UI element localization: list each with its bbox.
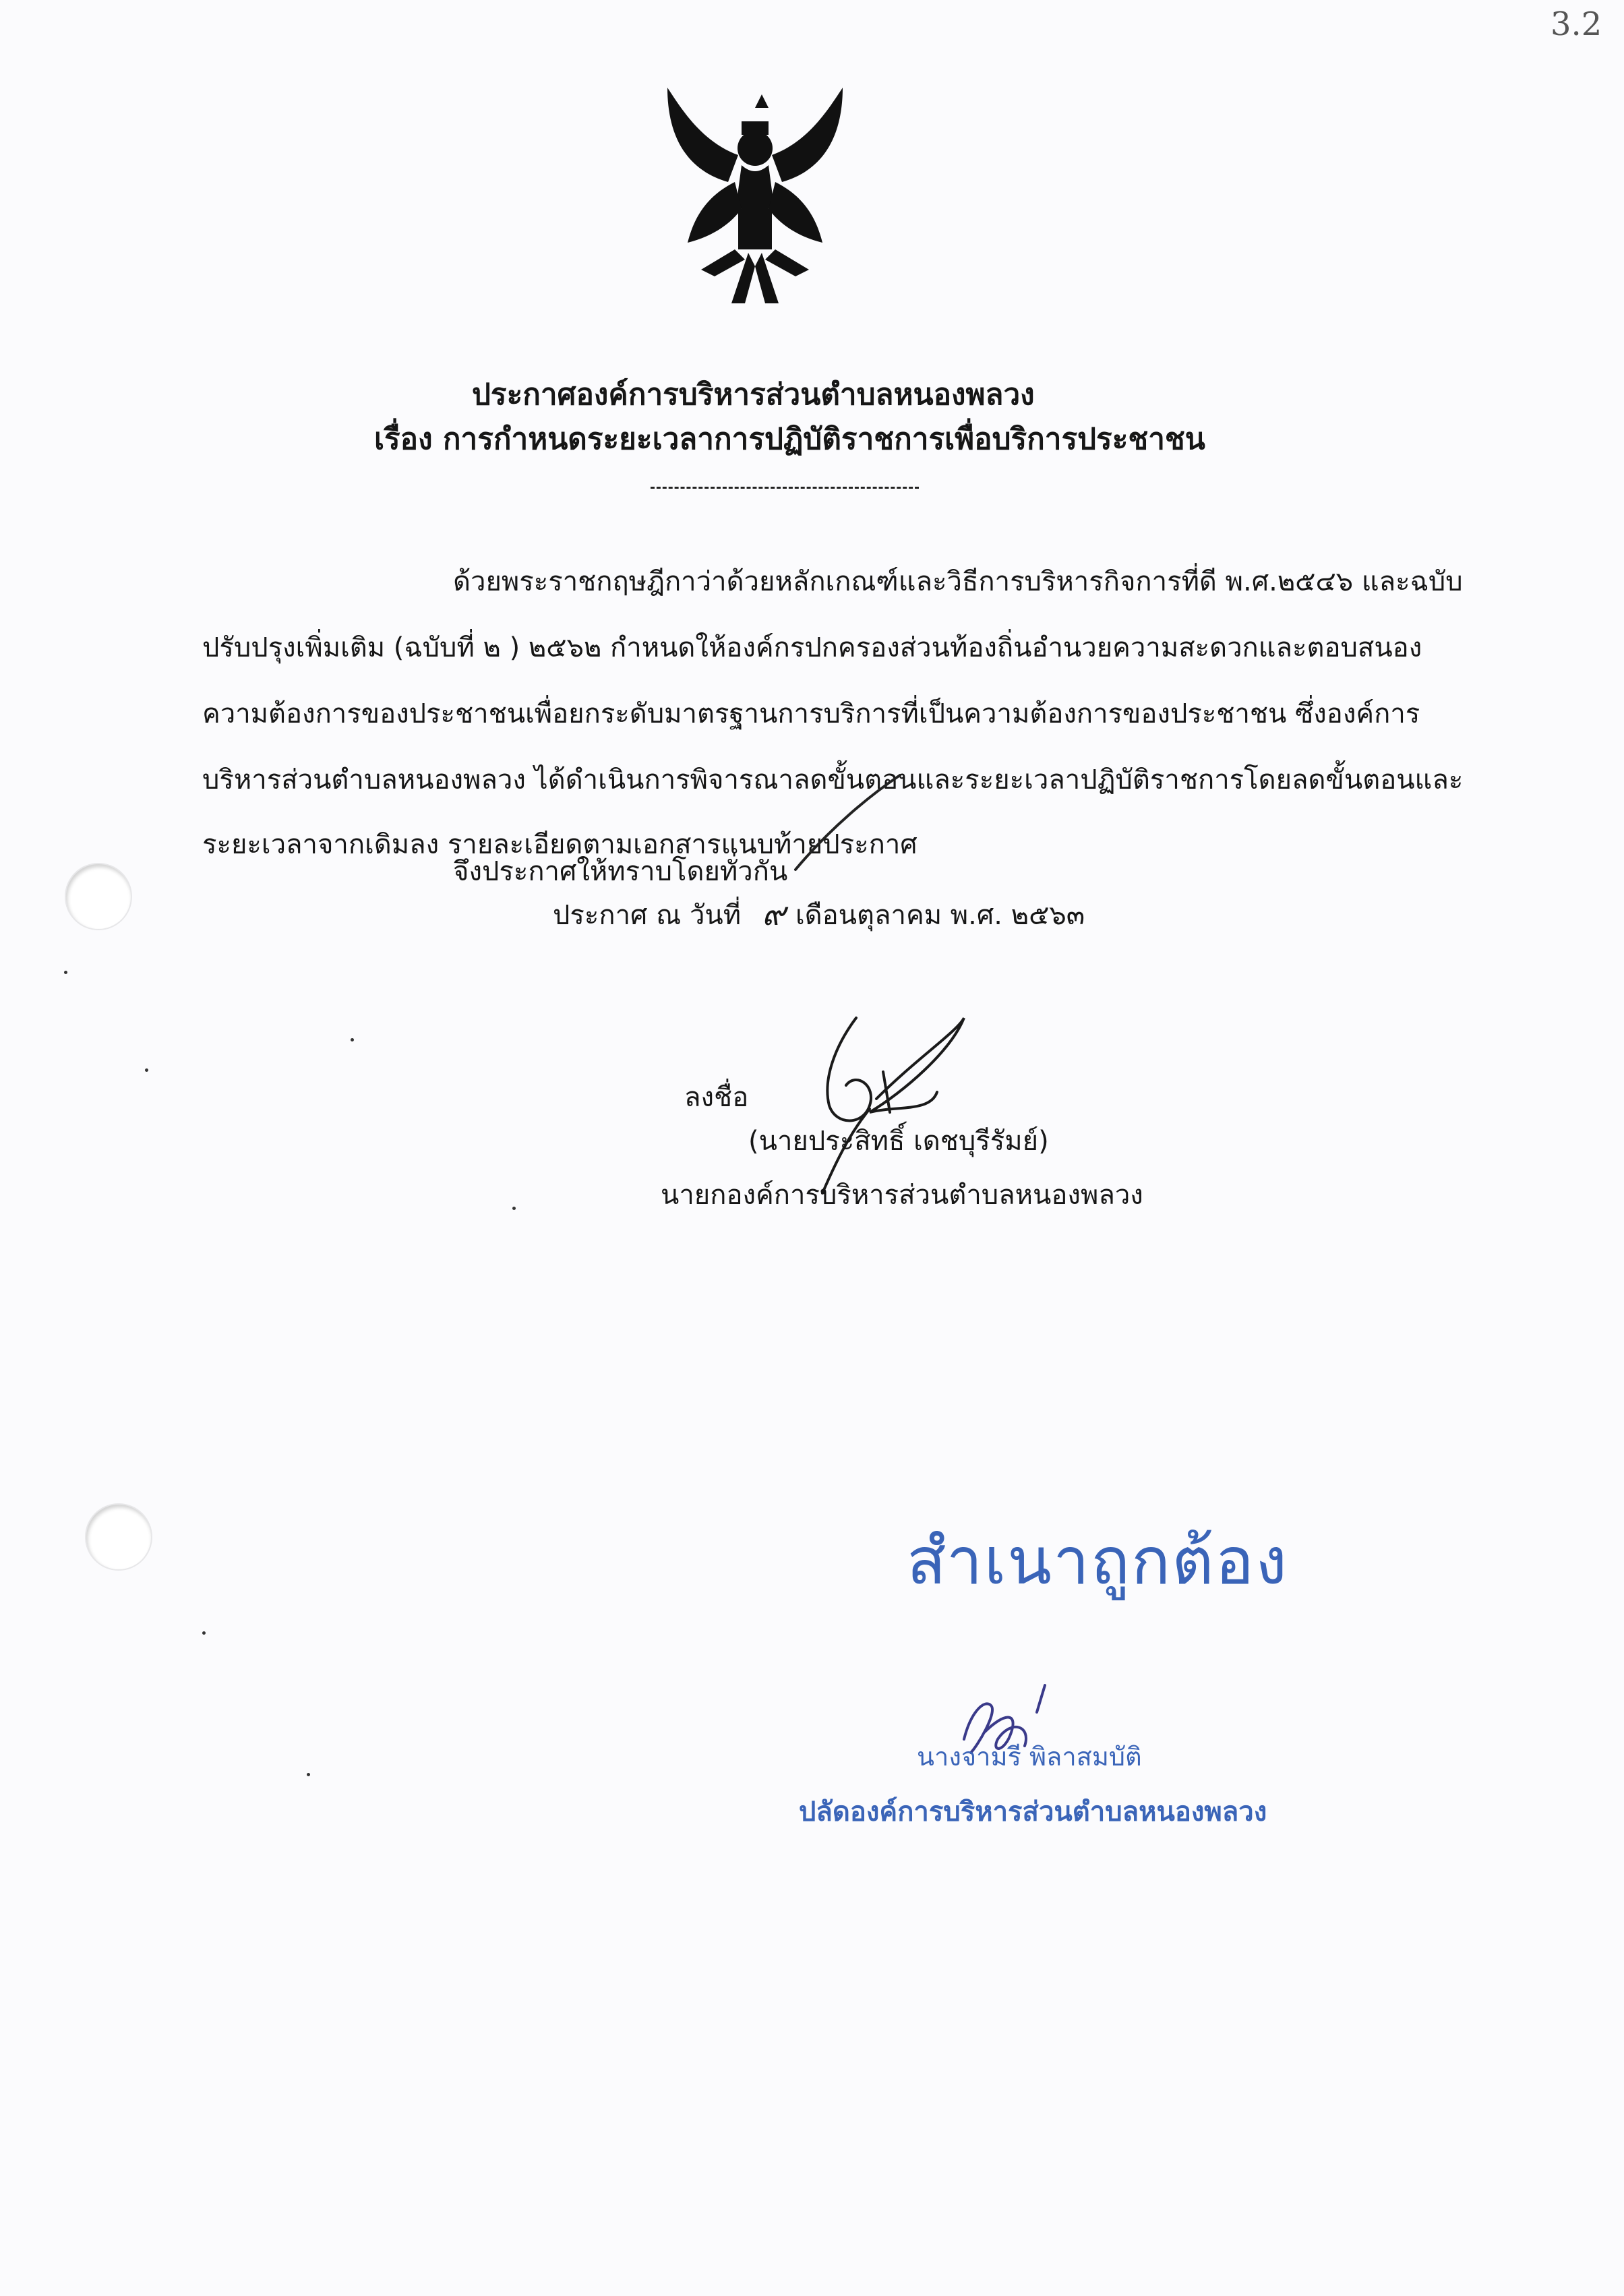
speck xyxy=(512,1207,516,1210)
certifier-name: นางจามรี พิลาสมบัติ xyxy=(917,1742,1142,1772)
certifier-position: ปลัดองค์การบริหารส่วนตำบลหนองพลวง xyxy=(799,1796,1267,1827)
speck xyxy=(307,1773,310,1776)
body-line-2: ปรับปรุงเพิ่มเติม (ฉบับที่ ๒ ) ๒๕๖๒ กำหนดให้องค์กรปกครองส่วนท้องถิ่นอำนวยความสะดวกและตอบสนอง xyxy=(202,632,1422,663)
signatory-position: นายกองค์การบริหารส่วนตำบลหนองพลวง xyxy=(661,1180,1143,1211)
garuda-emblem-icon xyxy=(640,81,870,310)
speck xyxy=(202,1631,206,1635)
sign-label: ลงชื่อ xyxy=(684,1082,749,1113)
punch-hole-top xyxy=(66,864,131,929)
speck xyxy=(351,1038,354,1041)
announcement-subject: เรื่อง การกำหนดระยะเวลาการปฏิบัติราชการเพื่อบริการประชาชน xyxy=(374,422,1205,456)
title-divider xyxy=(651,487,919,489)
body-line-3: ความต้องการของประชาชนเพื่อยกระดับมาตรฐานการบริการที่เป็นความต้องการของประชาชน ซึ่งองค์การ xyxy=(202,698,1420,729)
date-prefix: ประกาศ ณ วันที่ xyxy=(553,900,742,931)
page-number: 3.2 xyxy=(1551,5,1602,43)
body-line-1: ด้วยพระราชกฤษฎีกาว่าด้วยหลักเกณฑ์และวิธีการบริหารกิจการที่ดี พ.ศ.๒๕๔๖ และฉบับ xyxy=(453,566,1463,597)
handwritten-stroke xyxy=(769,768,910,876)
certified-copy-stamp: สำเนาถูกต้อง xyxy=(907,1523,1288,1599)
body-line-4: บริหารส่วนตำบลหนองพลวง ได้ดำเนินการพิจารณาลดขั้นตอนและระยะเวลาปฏิบัติราชการโดยลดขั้นตอนและ xyxy=(202,764,1464,795)
announcement-title: ประกาศองค์การบริหารส่วนตำบลหนองพลวง xyxy=(472,377,1035,412)
speck xyxy=(64,971,67,974)
body-line-5: ระยะเวลาจากเดิมลง รายละเอียดตามเอกสารแนบท้ายประกาศ xyxy=(202,829,918,860)
date-suffix: เดือนตุลาคม พ.ศ. ๒๕๖๓ xyxy=(795,900,1085,931)
punch-hole-bottom xyxy=(86,1505,151,1569)
speck xyxy=(145,1068,148,1072)
handwritten-date-day: ๙ xyxy=(762,895,786,933)
closing-text: จึงประกาศให้ทราบโดยทั่วกัน xyxy=(453,856,788,887)
signatory-name: (นายประสิทธิ์ เดชบุรีรัมย์) xyxy=(748,1126,1049,1157)
